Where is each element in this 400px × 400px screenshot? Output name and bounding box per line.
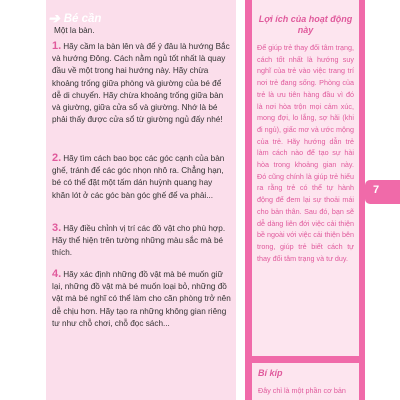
- item-number: 2.: [52, 152, 62, 164]
- list-item: [52, 222, 232, 260]
- item-text: Hãy điều chỉnh vị trí các đồ vật cho phù hợp. Hãy thể hiện trên tường những màu sắc mà bé thích.: [52, 224, 226, 258]
- page-tab-number: 7: [373, 184, 380, 196]
- item-text: Hãy tìm cách bao bọc các góc cạnh của bàn ghế, tránh để các góc nhọn nhô ra. Chẳng hạn, bé có thể đặt một tấm dán huỳnh quang hay khăn lót ở các góc bàn góc ghế để va phải...: [52, 154, 225, 200]
- heading-text: Bé cần: [63, 12, 102, 25]
- item-number: 3.: [52, 222, 62, 234]
- benefit-title: Lợi ích của hoạt động này: [258, 14, 353, 35]
- list-item: [52, 268, 232, 330]
- item-text: Hãy xác định những đồ vật mà bé muốn giữ lại, những đồ vật mà bé muốn loại bỏ, những đồ vật mà bé nghĩ có thể làm cho căn phòng trở nên dễ chịu hơn. Hãy tạo ra những không gian riêng tư như chỗ chơi, chỗ đọc sách...: [52, 270, 231, 328]
- benefit-body: Để giúp trẻ thay đổi tâm trạng, cách tốt nhất là hướng suy nghĩ của trẻ vào việc trang trí nơi trẻ đang sống. Phòng của trẻ là ưu tiên hàng đầu vì đó là nơi hòa trộn mọi cảm xúc, mong đợi, lo lắng, sợ hãi (khi đi ngủ), giấc mơ và ước mộng của trẻ. Hãy hướng dẫn trẻ làm cách nào để tạo sự hài hòa trong khoảng gian này. Đó cũng chính là giúp trẻ hiểu ra rằng trẻ có thể tự hành động để đem lại sự thoải mái cho bản thân. Sau đó, bạn sẽ dễ dàng liên đới việc cải thiện bề ngoài với việc cải thiện bên trong, giúp trẻ biết cách tự thay đổi tâm trạng và tư duy.: [257, 43, 355, 263]
- section-heading: [48, 10, 101, 27]
- tip-text: Đây chỉ là một phần cơ bản: [258, 386, 346, 395]
- item-text: Hãy cầm la bàn lên và để ý đâu là hướng Bắc và hướng Đông. Cách nằm ngủ tốt nhất là quay đầu về một trong hai hướng này. Hãy chừa khoảng trống giữa phòng và giường của bé để dễ di chuyển. Hãy chừa khoảng trống giữa bàn và giường, giữa cửa sổ và giường. Nhớ là bé phải thấy được cửa sổ từ giường ngủ đấy nhé!: [52, 42, 230, 125]
- item-number: 4.: [52, 268, 62, 280]
- item-number: 1.: [52, 40, 62, 52]
- list-item: [52, 40, 232, 126]
- arrow-icon: ➔: [48, 10, 60, 26]
- list-item: [52, 152, 232, 202]
- tip-title: Bí kíp: [258, 368, 283, 378]
- intro-text: Một la bàn.: [54, 26, 95, 35]
- page-tab: [365, 180, 400, 204]
